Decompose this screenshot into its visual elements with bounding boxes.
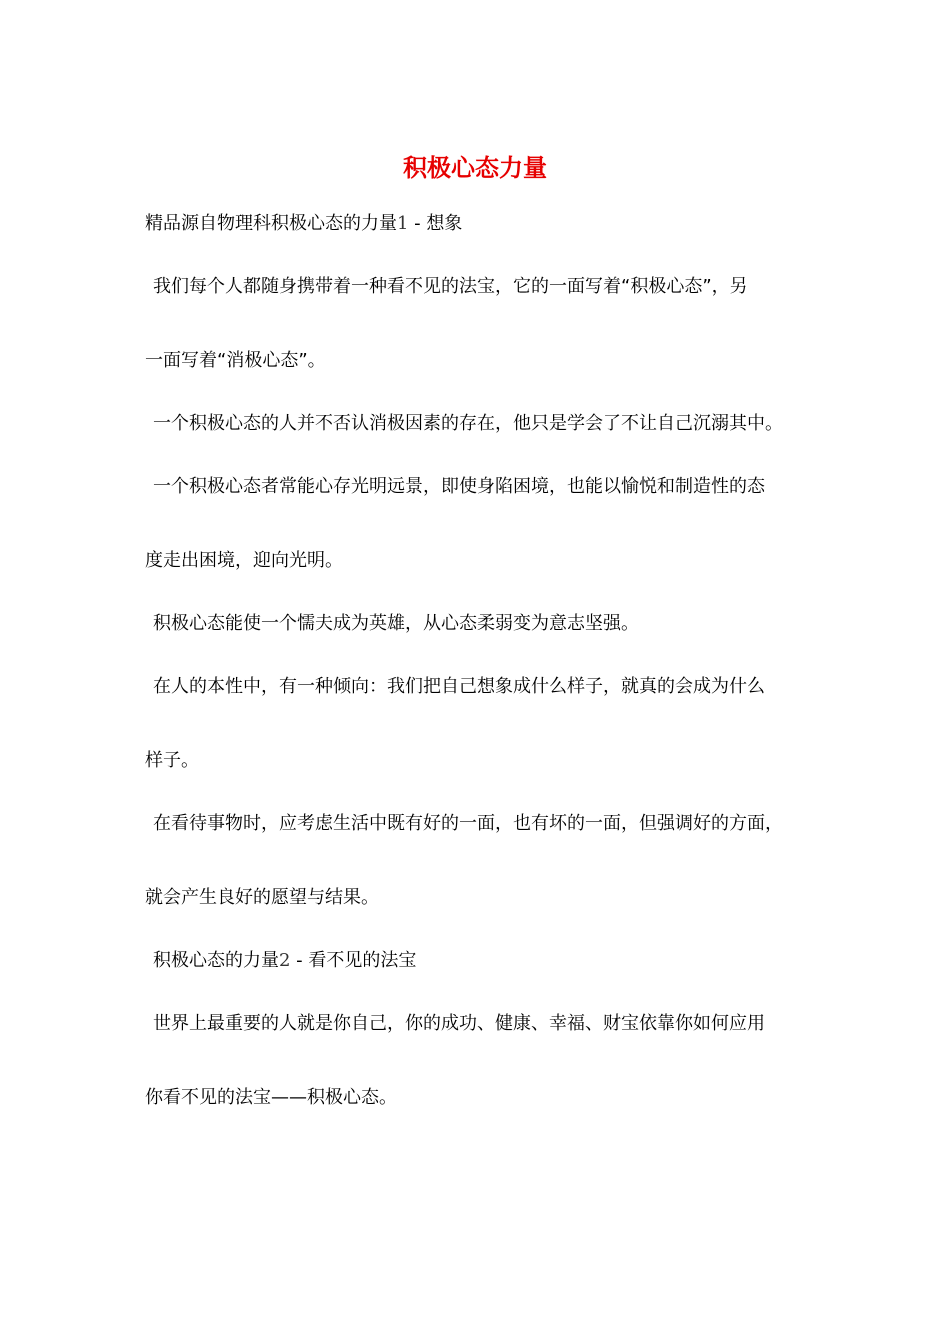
document-title: 积极心态力量 — [403, 153, 547, 182]
heading-1-number: 1 — [397, 213, 409, 234]
heading-2-suffix: - 看不见的法宝 — [290, 950, 417, 971]
paragraph-3-line-2: 度走出困境，迎向光明。 — [145, 550, 343, 571]
paragraph-4-line-1: 积极心态能使一个懦夫成为英雄，从心态柔弱变为意志坚强。 — [153, 613, 639, 634]
section-heading-2 — [153, 948, 416, 974]
paragraph-6-line-2: 就会产生良好的愿望与结果。 — [145, 887, 379, 908]
paragraph-5-line-2: 样子。 — [145, 750, 199, 771]
heading-1-suffix: - 想象 — [408, 213, 463, 234]
heading-2-number: 2 — [279, 950, 291, 971]
paragraph-5-line-1: 在人的本性中，有一种倾向：我们把自己想象成什么样子，就真的会成为什么 — [153, 676, 765, 697]
paragraph-7-line-2: 你看不见的法宝——积极心态。 — [145, 1087, 397, 1108]
paragraph-6-line-1: 在看待事物时，应考虑生活中既有好的一面，也有坏的一面，但强调好的方面， — [153, 813, 783, 834]
paragraph-3-line-1: 一个积极心态者常能心存光明远景，即使身陷困境，也能以愉悦和制造性的态 — [153, 476, 765, 497]
paragraph-7-line-1: 世界上最重要的人就是你自己，你的成功、健康、幸福、财宝依靠你如何应用 — [153, 1013, 765, 1034]
heading-2-prefix: 积极心态的力量 — [153, 950, 279, 971]
heading-1-prefix: 精品源自物理科积极心态的力量 — [145, 213, 397, 234]
paragraph-1-line-1: 我们每个人都随身携带着一种看不见的法宝，它的一面写着“积极心态”，另 — [153, 276, 748, 297]
paragraph-1-line-2: 一面写着“消极心态”。 — [145, 350, 326, 371]
section-heading-1 — [145, 211, 462, 237]
paragraph-2-line-1: 一个积极心态的人并不否认消极因素的存在，他只是学会了不让自己沉溺其中。 — [153, 413, 783, 434]
